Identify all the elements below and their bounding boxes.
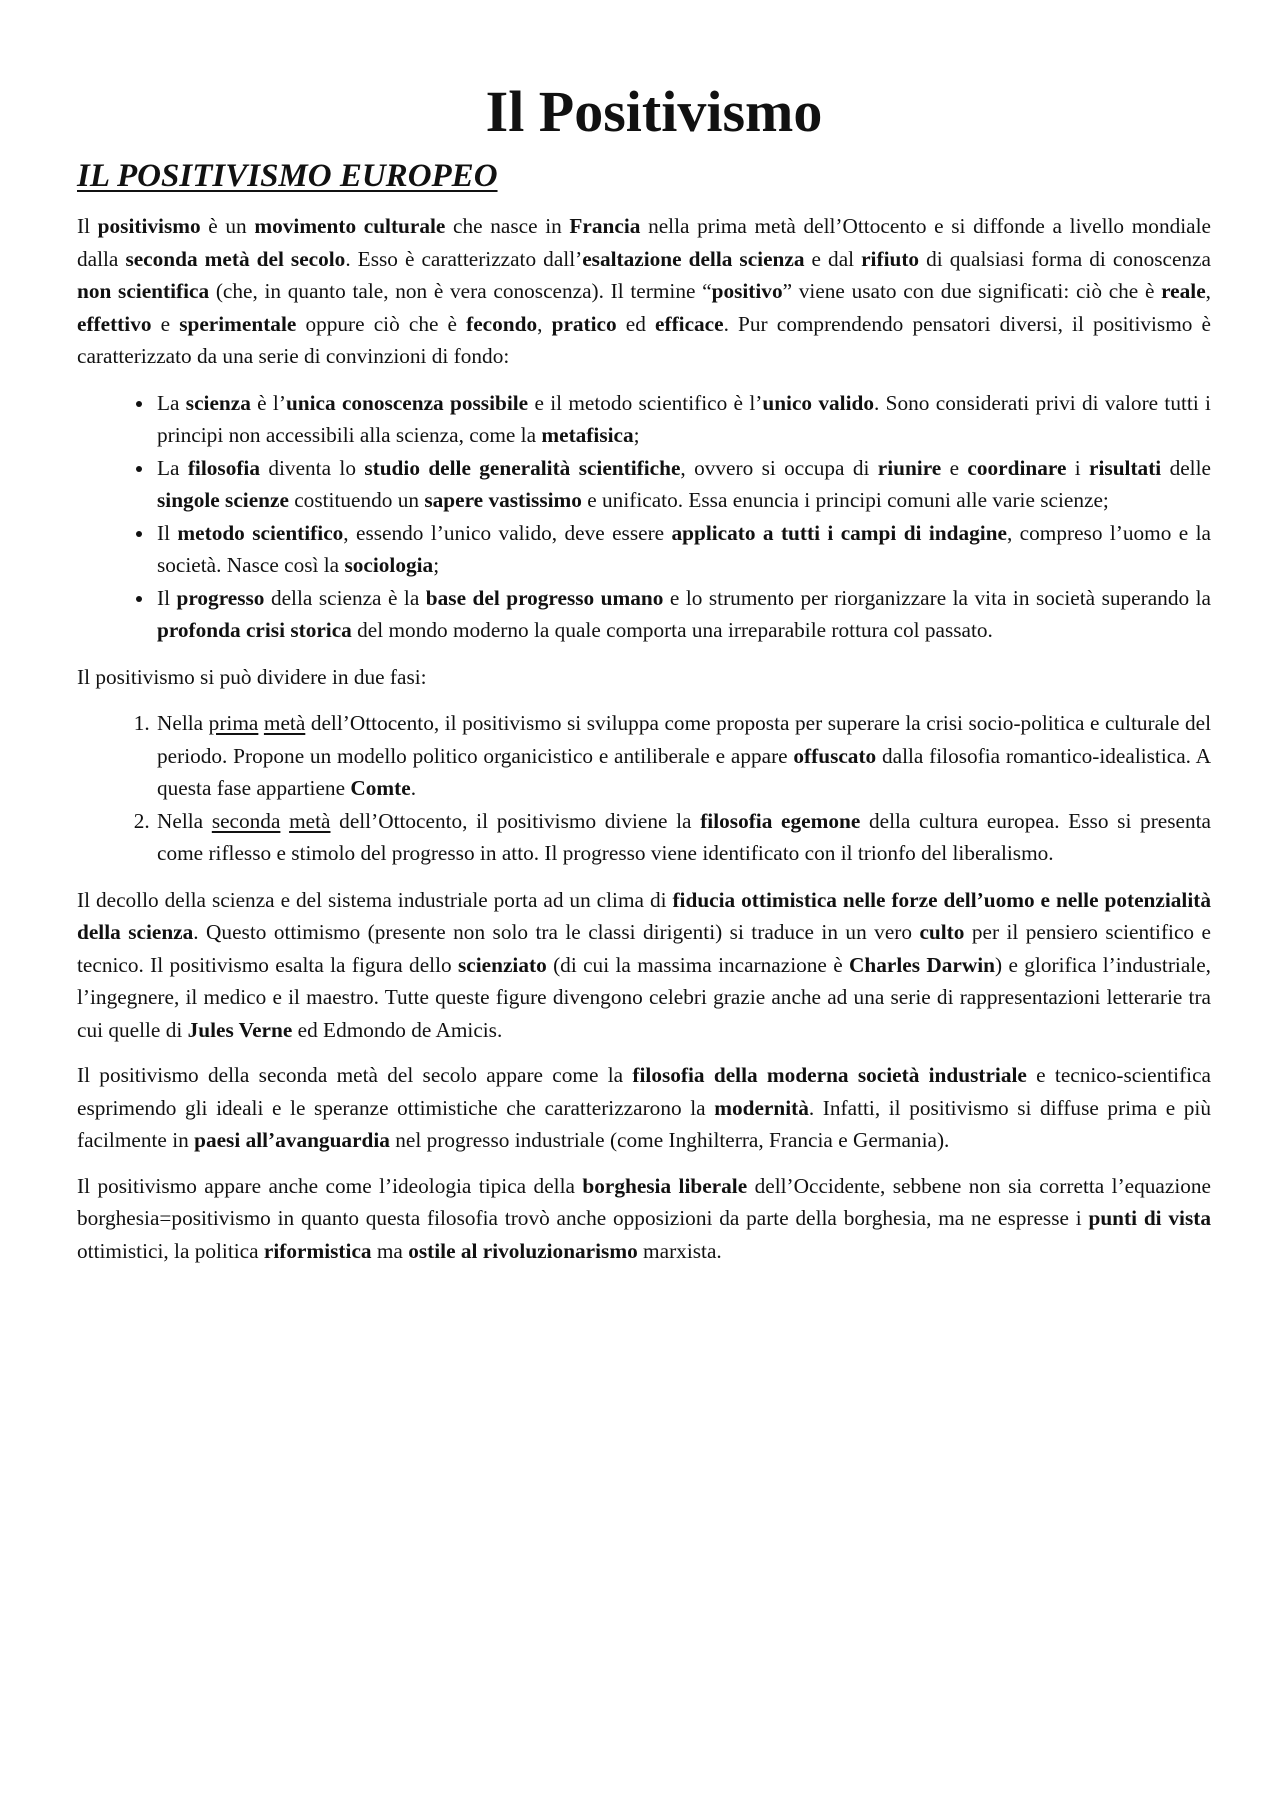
society-paragraph [77,1059,1211,1157]
text-run: per il pensiero scientifico e tecnico. Il positivismo esalta la figura dello [77,920,1211,977]
list-item [155,517,1211,582]
bold-text: filosofia [187,455,260,480]
text-run: . [410,776,417,800]
bold-text: culto [919,920,965,944]
bold-text: base del progresso umano [425,585,664,610]
text-run: . Questo ottimismo (presente non solo tra le classi dirigenti) si traduce in un vero [193,920,920,944]
text-run: e dal [804,246,862,271]
section-heading: IL POSITIVISMO EUROPEO [77,158,498,194]
bold-text: paesi all’avanguardia [194,1128,390,1152]
bold-text: borghesia liberale [582,1173,748,1198]
text-run: e [151,311,180,336]
text-run: e unificato. Essa enuncia i principi comuni alle varie scienze; [581,488,1109,512]
document-page [77,72,1211,1280]
text-run: Il [77,214,98,238]
text-run: e [941,455,968,480]
bold-text: positivismo [97,214,201,238]
text-run: nel progresso industriale (come Inghilterra, Francia e Germania). [389,1128,950,1152]
text-run: La [157,390,186,415]
text-run: è l’ [250,390,286,415]
text-run: Il decollo della scienza e del sistema industriale porta ad un clima di [77,887,673,912]
text-run: ed Edmondo de Amicis. [292,1017,503,1042]
page-title: Il Positivismo [485,79,823,144]
bold-text: scienziato [458,952,547,977]
text-run: della cultura europea. Esso si presenta come riflesso e stimolo del progresso in atto. Il progresso viene identificato con il trionfo del liberalismo. [157,808,1212,865]
text-run: . Esso è caratterizzato dall’ [345,246,583,271]
bold-text: offuscato [793,743,877,768]
underlined-text: metà [289,808,331,833]
list-item [155,805,1211,870]
list-item [155,582,1211,647]
bold-text: modernità [714,1095,809,1120]
text-run: dell’Ottocento, il positivismo diviene la [330,808,701,833]
bold-text: Charles Darwin [849,952,996,977]
underlined-text: seconda [211,808,281,833]
bold-text: positivo [711,279,783,303]
bold-text: rifiuto [861,246,920,271]
text-run: La [157,455,188,480]
text-run: Nella [157,808,212,833]
text-run: dell’Occidente, sebbene non sia corretta l’equazione borghesia=positivismo in quanto questa filosofia trovò anche opposizioni da parte della borghesia, ma ne espresse i [77,1173,1211,1230]
text-run: delle [1161,455,1211,480]
bourgeoisie-paragraph [77,1170,1211,1268]
list-item [155,452,1211,517]
bold-text: sperimentale [179,311,297,336]
text-run: che nasce in [445,214,570,238]
text-run: Il [157,585,177,610]
bold-text: riformistica [263,1238,372,1263]
bold-text: effettivo [77,311,152,336]
bold-text: seconda metà del secolo [125,246,346,271]
bold-text: sapere vastissimo [424,488,582,512]
bold-text: fiducia ottimistica nelle forze dell’uomo e nelle potenzialità della scienza [77,887,1211,944]
bold-text: Francia [569,214,641,238]
bold-text: unico valido [762,390,874,415]
bold-text: esaltazione della scienza [582,246,805,271]
text-run: nella prima metà dell’Ottocento e si diffonde a livello mondiale dalla [77,214,1211,271]
bold-text: filosofia egemone [700,808,861,833]
list-item [155,387,1211,452]
text-run: . Pur comprendendo pensatori diversi, il positivismo è caratterizzato da una serie di convinzioni di fondo: [77,311,1212,368]
text-run: e lo strumento per riorganizzare la vita in società superando la [663,585,1211,610]
bold-text: metafisica [541,423,634,447]
phases-intro-paragraph [77,661,1211,694]
bold-text: pratico [551,311,617,336]
text-run: diventa lo [260,455,365,480]
bold-text: efficace [655,311,724,336]
bold-text: applicato a tutti i campi di indagine [671,520,1007,545]
bold-text: Jules Verne [187,1017,293,1042]
text-run: ma [371,1238,409,1263]
text-run: , [537,311,552,336]
intro-paragraph [77,210,1211,373]
text-run: i [1066,455,1090,480]
bold-text: unica conoscenza possibile [285,390,529,415]
text-run: e il metodo scientifico è l’ [528,390,763,415]
text-run: , [1205,279,1211,303]
convictions-list [77,387,1211,647]
bold-text: metodo scientifico [177,520,344,545]
text-run: della scienza è la [264,585,426,610]
text-run: costituendo un [288,488,425,512]
bold-text: non scientifica [77,279,210,303]
bold-text: fecondo [466,311,538,336]
industry-paragraph [77,884,1211,1047]
text-run: (di cui la massima incarnazione è [546,952,850,977]
text-run: ; [633,423,640,447]
bold-text: punti di vista [1088,1206,1212,1230]
text-run: di qualsiasi forma di conoscenza [919,246,1211,271]
bold-text: risultati [1089,455,1162,480]
text-run: Il positivismo si può dividere in due fasi: [77,664,427,689]
phases-list [77,707,1211,870]
text-run: è un [200,214,255,238]
text-run: marxista. [637,1238,722,1263]
text-run: e tecnico-scientifica esprimendo gli ideali e le speranze ottimistiche che caratterizzarono la [77,1063,1212,1120]
text-run: ; [433,553,440,577]
text-run: Il positivismo della seconda metà del secolo appare come la [77,1063,633,1087]
underlined-text: metà [263,711,306,735]
bold-text: Comte [350,776,411,800]
text-run: . Infatti, il positivismo si diffuse prima e più facilmente in [77,1095,1211,1152]
bold-text: profonda crisi storica [157,618,352,642]
text-run: ) e glorifica l’industriale, l’ingegnere, il medico e il maestro. Tutte queste figure divengono celebri grazie anche ad una serie di rappresentazioni letterarie tra cui quelle di [77,952,1211,1042]
underlined-text: prima [208,711,259,735]
bold-text: filosofia della moderna società industriale [632,1063,1027,1087]
text-run: , essendo l’unico valido, deve essere [343,520,672,545]
bold-text: progresso [176,585,265,610]
text-run: , ovvero si occupa di [680,455,878,480]
bold-text: riunire [877,455,942,480]
text-run: . Sono considerati privi di valore tutti i principi non accessibili alla scienza, come la [157,390,1211,447]
text-run: dalla filosofia romantico-idealistica. A questa fase appartiene [157,743,1211,800]
text-run [280,809,289,833]
text-run: Il positivismo appare anche come l’ideologia tipica della [77,1173,583,1198]
bold-text: ostile al rivoluzionarismo [408,1238,638,1263]
bold-text: singole scienze [157,488,289,512]
bold-text: coordinare [967,455,1067,480]
list-item [155,707,1211,805]
text-run: ottimistici, la politica [77,1238,264,1263]
bold-text: movimento culturale [254,214,446,238]
bold-text: scienza [185,390,251,415]
bold-text: reale [1161,279,1206,303]
text-run: dell’Ottocento, il positivismo si sviluppa come proposta per superare la crisi socio-politica e culturale del periodo. Propone un modello politico organicistico e antiliberale e appare [157,711,1212,768]
text-run: ed [616,311,656,336]
text-run: , compreso l’uomo e la società. Nasce così la [157,520,1211,577]
text-run: Il [157,520,178,545]
text-run: Nella [157,711,209,735]
text-run: (che, in quanto tale, non è vera conoscenza). Il termine “ [209,279,712,303]
text-run: del mondo moderno la quale comporta una irreparabile rottura col passato. [351,618,993,642]
bold-text: studio delle generalità scientifiche [364,455,681,480]
text-run: ” viene usato con due significati: ciò che è [782,279,1162,303]
text-run: oppure ciò che è [296,311,467,336]
bold-text: sociologia [344,553,434,577]
